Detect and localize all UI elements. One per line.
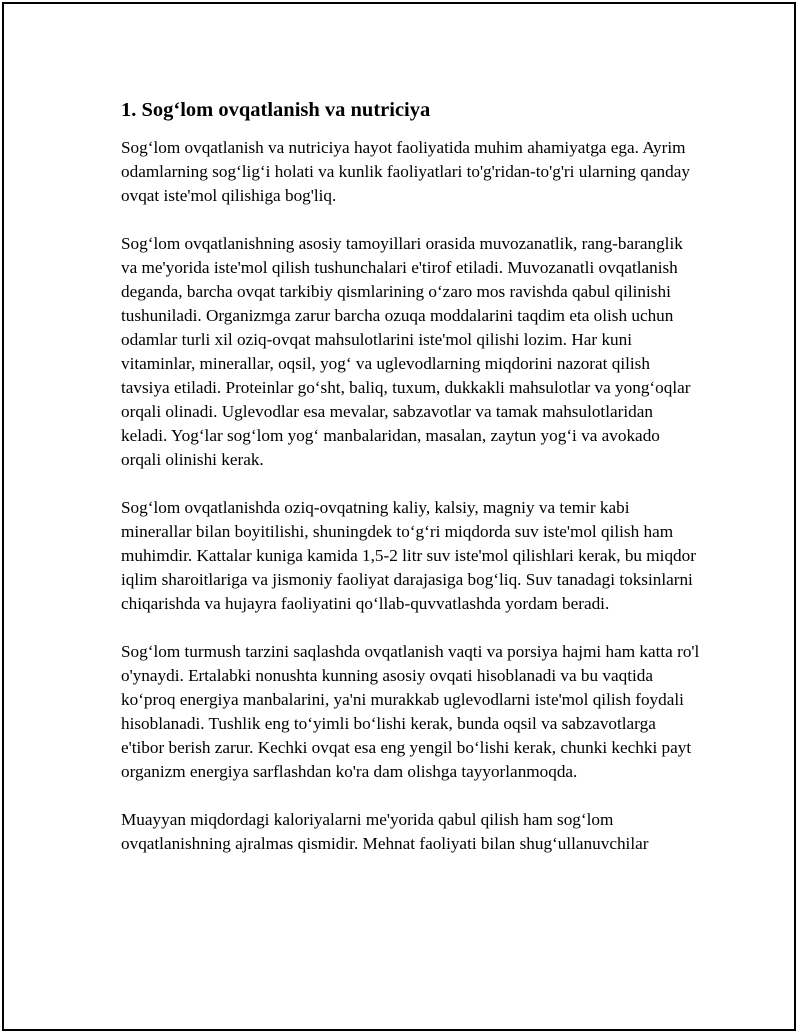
document-body bbox=[121, 96, 701, 880]
section-heading: 1. Sog‘lom ovqatlanish va nutriciya bbox=[121, 99, 431, 121]
paragraph-minerals-water: Sog‘lom ovqatlanishda oziq-ovqatning kaliy, kalsiy, magniy va temir kabi minerallar bilan boyitilishi, shuningdek to‘g‘ri miqdorda suv iste'mol qilish ham muhimdir. Kattalar kuniga kamida 1,5-2 litr suv iste'mol qilishlari kerak, bu miqdor iqlim sharoitlariga va jismoniy faoliyat darajasiga bog‘liq. Suv tanadagi toksinlarni chiqarishda va hujayra faoliyatini qo‘llab-quvvatlashda yordam beradi. bbox=[121, 498, 696, 613]
document-page bbox=[2, 2, 796, 1031]
paragraph-intro: Sog‘lom ovqatlanish va nutriciya hayot faoliyatida muhim ahamiyatga ega. Ayrim odamlarning sog‘lig‘i holati va kunlik faoliyatlari to'g'ridan-to'g'ri ularning qanday ovqat iste'mol qilishiga bog'liq. bbox=[121, 138, 690, 205]
paragraph-principles: Sog‘lom ovqatlanishning asosiy tamoyillari orasida muvozanatlik, rang-baranglik va me'yorida iste'mol qilish tushunchalari e'tirof etiladi. Muvozanatli ovqatlanish deganda, barcha ovqat tarkibiy qismlarining o‘zaro mos ravishda qabul qilinishi tushuniladi. Organizmga zarur barcha ozuqa moddalarini taqdim eta olish uchun odamlar turli xil oziq-ovqat mahsulotlarini iste'mol qilishi lozim. Har kuni vitaminlar, minerallar, oqsil, yog‘ va uglevodlarning miqdorini nazorat qilish tavsiya etiladi. Proteinlar go‘sht, baliq, tuxum, dukkakli mahsulotlar va yong‘oqlar orqali olinadi. Uglevodlar esa mevalar, sabzavotlar va tamak mahsulotlaridan keladi. Yog‘lar sog‘lom yog‘ manbalaridan, masalan, zaytun yog‘i va avokado orqali olinishi kerak. bbox=[121, 234, 691, 469]
paragraph-calories: Muayyan miqdordagi kaloriyalarni me'yorida qabul qilish ham sog‘lom ovqatlanishning ajralmas qismidir. Mehnat faoliyati bilan shug‘ullanuvchilar bbox=[121, 810, 649, 853]
paragraph-meal-timing: Sog‘lom turmush tarzini saqlashda ovqatlanish vaqti va porsiya hajmi ham katta ro'l o'ynaydi. Ertalabki nonushta kunning asosiy ovqati hisoblanadi va bu vaqtida ko‘proq energiya manbalarini, ya'ni murakkab uglevodlarni iste'mol qilish foydali hisoblanadi. Tushlik eng to‘yimli bo‘lishi kerak, bunda oqsil va sabzavotlarga e'tibor berish zarur. Kechki ovqat esa eng yengil bo‘lishi kerak, chunki kechki payt organizm energiya sarflashdan ko'ra dam olishga tayyorlanmoqda. bbox=[121, 642, 700, 781]
